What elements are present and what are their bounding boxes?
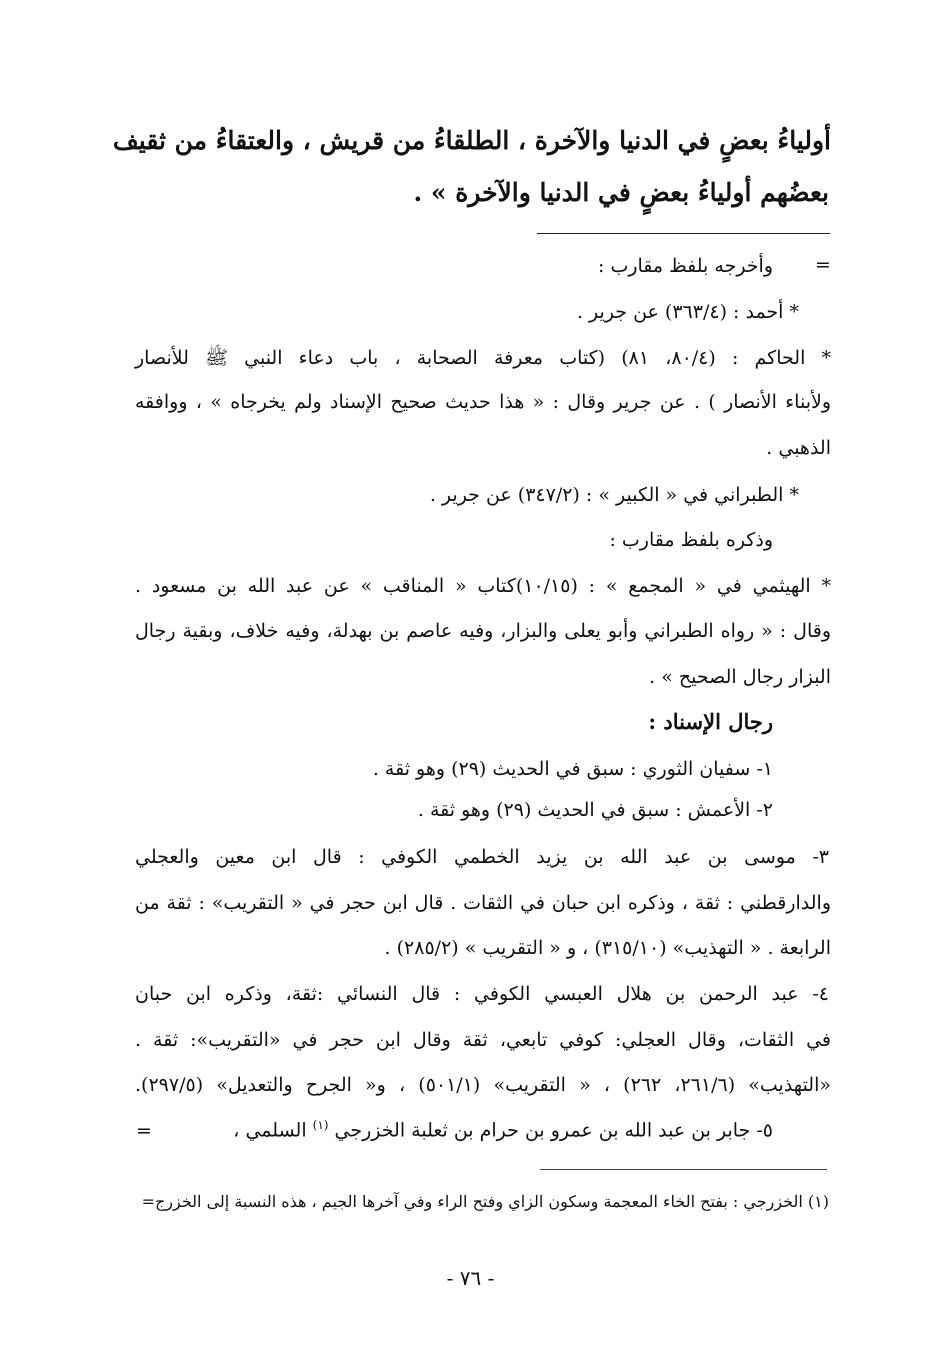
narrator-5 bbox=[233, 1118, 773, 1141]
continuation-mark-top: = bbox=[815, 254, 831, 276]
footnote-rule bbox=[540, 1169, 827, 1170]
text-line-11: وقال : « رواه الطبراني وأبو يعلى والبزار، وفيه عاصم بن بهدلة، وفيه خلاف، وبقية رجال bbox=[135, 620, 831, 642]
page-number: - ٧٦ - bbox=[446, 1266, 495, 1290]
footnote-marker[interactable]: (١) bbox=[312, 1118, 329, 1132]
separator-rule bbox=[537, 233, 830, 234]
text-line-8: * الطبراني في « الكبير » : (٣٤٧/٢) عن جرير . bbox=[429, 484, 799, 506]
heading-line-2: بعضُهم أولياءُ بعضٍ في الدنيا والآخرة » . bbox=[413, 178, 829, 207]
narrator-4-line-1: ٤- عبد الرحمن بن هلال العبسي الكوفي : قال النسائي :ثقة، وذكره ابن حبان bbox=[135, 983, 829, 1005]
text-line-9: وذكره بلفظ مقارب : bbox=[609, 529, 773, 551]
footnote-text: (١) الخزرجي : بفتح الخاء المعجمة وسكون الزاي وفتح الراء وفي آخرها الجيم ، هذه النسبة إلى الخزرج= bbox=[141, 1192, 829, 1211]
narrator-2: ٢- الأعمش : سبق في الحديث (٢٩) وهو ثقة . bbox=[417, 799, 773, 821]
section-heading: رجال الإسناد : bbox=[648, 709, 773, 734]
text-line-4: * أحمد : (٣٦٣/٤) عن جرير . bbox=[576, 301, 799, 323]
text-line-6: ولأبناء الأنصار ) . عن جرير وقال : « هذا حديث صحيح الإسناد ولم يخرجاه » ، ووافقه bbox=[135, 391, 831, 413]
narrator-5-tail: السلمي ، bbox=[233, 1119, 307, 1142]
narrator-3-line-1: ٣- موسى بن عبد الله بن يزيد الخطمي الكوفي : قال ابن معين والعجلي bbox=[135, 846, 829, 868]
narrator-4-line-3: «التهذيب» (٢٦١/٦، ٢٦٢) ، « التقريب» (٥٠١/١) ، و« الجرح والتعديل» (٢٩٧/٥). bbox=[135, 1074, 831, 1096]
continuation-mark-bottom: = bbox=[136, 1120, 152, 1142]
narrator-5-text: ٥- جابر بن عبد الله بن عمرو بن حرام بن ثعلبة الخزرجي bbox=[334, 1119, 773, 1142]
narrator-3-line-2: والدارقطني : ثقة ، وذكره ابن حبان في الثقات . قال ابن حجر في « التقريب» : ثقة من bbox=[135, 892, 831, 914]
text-line-7: الذهبي . bbox=[766, 437, 831, 459]
text-line-12: البزار رجال الصحيح » . bbox=[649, 666, 831, 688]
narrator-3-line-3: الرابعة . « التهذيب» (٣١٥/١٠) ، و « التقريب » (٢٨٥/٢) . bbox=[384, 937, 831, 959]
text-line-10: * الهيثمي في « المجمع » : (١٠/١٥)كتاب « المناقب » عن عبد الله بن مسعود . bbox=[135, 575, 831, 597]
text-line-5: * الحاكم : (٨٠/٤، ٨١) (كتاب معرفة الصحابة ، باب دعاء النبي ﷺ للأنصار bbox=[135, 347, 832, 369]
heading-line-1: أولياءُ بعضٍ في الدنيا والآخرة ، الطلقاءُ من قريش ، والعتقاءُ من ثقيف bbox=[112, 126, 831, 155]
narrator-1: ١- سفيان الثوري : سبق في الحديث (٢٩) وهو ثقة . bbox=[372, 758, 773, 780]
narrator-4-line-2: في الثقات، وقال العجلي: كوفي تابعي، ثقة وقال ابن حجر في «التقريب»: ثقة . bbox=[135, 1029, 831, 1051]
text-line-3: وأخرجه بلفظ مقارب : bbox=[598, 255, 773, 277]
